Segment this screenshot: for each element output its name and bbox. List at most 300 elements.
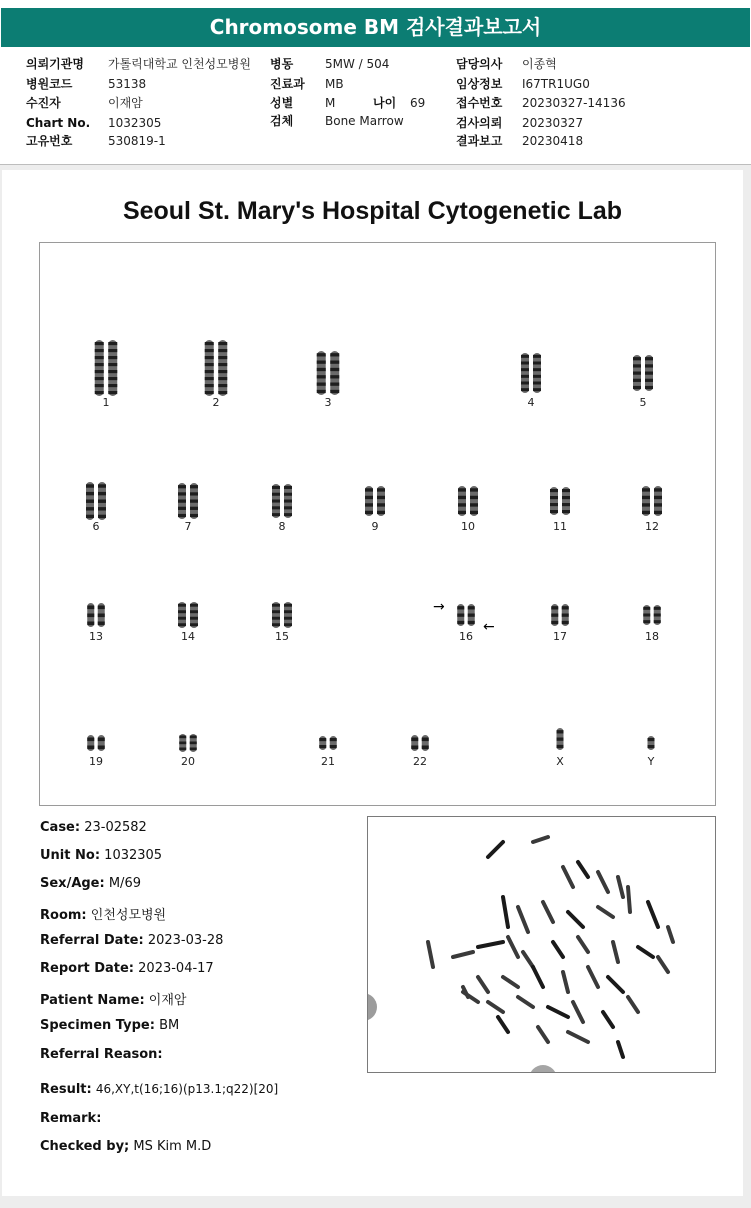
band <box>468 614 475 617</box>
band <box>205 349 214 352</box>
band <box>648 745 655 748</box>
spread-chromosome <box>668 927 673 942</box>
chromosome-label-15: 15 <box>275 630 289 643</box>
spread-chromosome <box>478 977 488 992</box>
band <box>654 488 662 491</box>
spread-chromosome <box>538 1027 548 1042</box>
band <box>98 614 105 618</box>
room-label: Room: <box>40 908 87 923</box>
spread-chromosome <box>628 887 630 912</box>
band <box>87 738 94 742</box>
info-label-result-report: 결과보고 <box>456 134 503 148</box>
band <box>98 746 105 750</box>
info-label-age: 나이 <box>373 96 397 110</box>
band <box>108 377 117 380</box>
chromosome-pair-16 <box>457 604 475 626</box>
band <box>86 484 94 487</box>
band <box>218 370 227 373</box>
band <box>272 513 280 516</box>
info-value-ward: 5MW / 504 <box>325 57 390 71</box>
band <box>550 503 558 506</box>
band <box>521 355 529 358</box>
band <box>550 496 558 499</box>
band <box>319 745 326 748</box>
band <box>178 500 186 503</box>
specimen-type-value: BM <box>159 1018 180 1033</box>
sexage-value: M/69 <box>108 876 141 891</box>
remark-label: Remark: <box>40 1111 102 1126</box>
chromosome-pair-13 <box>87 603 105 627</box>
band <box>272 500 280 503</box>
band <box>317 368 326 371</box>
band <box>190 485 198 488</box>
chromosome-label-9: 9 <box>371 520 379 533</box>
spread-chromosome <box>618 1042 623 1057</box>
chromosome-label-11: 11 <box>553 520 567 533</box>
band <box>205 363 214 366</box>
band <box>179 748 186 751</box>
band <box>317 361 326 364</box>
spread-chromosome <box>613 942 618 962</box>
info-label-department: 진료과 <box>270 77 305 91</box>
band <box>205 377 214 380</box>
band <box>562 510 570 513</box>
band <box>190 610 198 613</box>
spread-chromosome <box>503 977 518 987</box>
band <box>533 368 541 371</box>
chromosome-label-4: 4 <box>527 396 535 409</box>
spread-chromosome <box>478 942 503 947</box>
chromosome-label-19: 19 <box>89 755 103 768</box>
checked-by-row <box>40 1139 211 1154</box>
spread-chromosome <box>568 1032 588 1042</box>
spread-chromosome <box>608 977 623 992</box>
info-value-result-report: 20230418 <box>522 134 584 148</box>
band <box>654 607 661 610</box>
band <box>654 620 661 623</box>
chromosome-label-7: 7 <box>184 520 192 533</box>
band <box>654 511 662 514</box>
band <box>98 500 106 503</box>
spread-chromosome <box>563 972 568 992</box>
case-row <box>40 820 147 835</box>
band <box>468 606 475 609</box>
chromosome-label-6: 6 <box>92 520 100 533</box>
band <box>521 388 529 391</box>
band <box>98 515 106 518</box>
band <box>645 386 653 389</box>
band <box>87 614 94 618</box>
chromosome-label-1: 1 <box>102 396 110 409</box>
referral-reason-row <box>40 1047 163 1062</box>
band <box>218 356 227 359</box>
band <box>457 606 464 609</box>
spread-chromosome <box>598 872 608 892</box>
band <box>218 391 227 394</box>
spread-chromosome <box>568 912 583 927</box>
band <box>521 382 529 385</box>
info-value-unique-no: 530819-1 <box>108 134 166 148</box>
unit-row <box>40 848 162 863</box>
spread-chromosome <box>578 937 588 952</box>
band <box>284 617 292 620</box>
spread-chromosome <box>488 1002 503 1012</box>
chromosome-pair-4 <box>521 353 541 393</box>
report-date-value: 2023-04-17 <box>138 961 214 976</box>
band <box>654 496 662 499</box>
chromosome-pair-X <box>557 728 564 750</box>
band <box>557 730 564 733</box>
band <box>178 623 186 626</box>
remark-row <box>40 1111 101 1126</box>
chromosome-label-17: 17 <box>553 630 567 643</box>
band <box>98 507 106 510</box>
sexage-row <box>40 876 141 891</box>
info-value-hospital-code: 53138 <box>108 77 147 91</box>
band <box>178 610 186 613</box>
referral-date-value: 2023-03-28 <box>147 933 224 948</box>
report-date-row <box>40 961 214 976</box>
sexage-label: Sex/Age: <box>40 876 105 891</box>
chromosome-pair-21 <box>319 736 337 750</box>
band <box>95 384 104 387</box>
spread-chromosome <box>498 1017 508 1032</box>
chromosome-3-2 <box>330 351 339 395</box>
band <box>550 489 558 492</box>
chromosome-pair-17 <box>551 604 569 626</box>
room-value: 인천성모병원 <box>90 908 167 923</box>
info-value-specimen: Bone Marrow <box>325 114 404 128</box>
band <box>284 604 292 607</box>
band <box>86 515 94 518</box>
band <box>645 372 653 375</box>
band <box>365 496 373 499</box>
band <box>551 614 558 617</box>
spread-chromosome <box>508 937 518 957</box>
band <box>218 349 227 352</box>
band <box>190 617 198 620</box>
referral-date-row <box>40 933 223 948</box>
chromosome-pair-11 <box>550 487 570 515</box>
lab-title: Seoul St. Mary's Hospital Cytogenetic Lab <box>122 197 623 225</box>
band <box>95 349 104 352</box>
band <box>218 377 227 380</box>
spread-chromosome <box>523 952 533 967</box>
chromosome-label-20: 20 <box>181 755 195 768</box>
chromosome-pair-22 <box>411 735 429 751</box>
band <box>98 622 105 626</box>
info-label-institution: 의뢰기관명 <box>26 57 84 71</box>
band <box>330 361 339 364</box>
spread-chromosome <box>648 902 658 927</box>
band <box>87 622 94 626</box>
info-value-chart-no: 1032305 <box>108 116 162 130</box>
band <box>272 623 280 626</box>
band <box>218 342 227 345</box>
band <box>521 362 529 365</box>
info-label-specimen: 검체 <box>270 114 294 128</box>
band <box>179 742 186 745</box>
band <box>272 506 280 509</box>
chromosome-pair-10 <box>458 486 478 516</box>
band <box>642 503 650 506</box>
info-label-ward: 병동 <box>270 57 294 71</box>
bottom-strip <box>0 1196 751 1208</box>
info-label-sex: 성별 <box>270 96 294 110</box>
spread-chromosome <box>658 957 668 972</box>
chromosome-pair-12 <box>642 486 662 516</box>
band <box>633 372 641 375</box>
band <box>95 356 104 359</box>
info-value-sex: M <box>325 96 336 110</box>
chromosome-label-12: 12 <box>645 520 659 533</box>
band <box>633 379 641 382</box>
info-value-department: MB <box>325 77 344 91</box>
result-label: Result: <box>40 1082 92 1097</box>
report-date-label: Report Date: <box>40 961 135 976</box>
band <box>377 496 385 499</box>
info-value-test-request: 20230327 <box>522 116 584 130</box>
band <box>272 493 280 496</box>
band <box>365 488 373 491</box>
chromosome-pair-8 <box>272 484 292 518</box>
patient-info-panel <box>0 50 751 165</box>
chromosome-1-2 <box>108 340 117 396</box>
band <box>557 738 564 741</box>
band <box>521 375 529 378</box>
band <box>533 355 541 358</box>
spread-chromosome <box>463 992 478 1002</box>
spread-chromosome <box>618 877 623 897</box>
chromosome-label-22: 22 <box>413 755 427 768</box>
chromosome-pair-18 <box>643 605 661 625</box>
info-value-clinical-info: I67TR1UG0 <box>522 77 590 91</box>
spread-chromosome <box>543 902 553 922</box>
band <box>557 745 564 748</box>
chromosome-pair-1 <box>95 340 118 396</box>
band <box>98 492 106 495</box>
spread-chromosome <box>503 897 508 927</box>
spread-chromosome <box>553 942 563 957</box>
unit-label: Unit No: <box>40 848 101 863</box>
spread-chromosome <box>548 1007 568 1017</box>
spread-nucleus <box>529 1065 557 1072</box>
chromosome-label-2: 2 <box>212 396 220 409</box>
patient-name-row <box>40 989 186 1008</box>
band <box>190 742 197 745</box>
arrow-right-icon: → <box>433 599 445 615</box>
band <box>377 488 385 491</box>
band <box>533 362 541 365</box>
spread-chromosome <box>588 967 598 987</box>
chromosome-pair-14 <box>178 602 198 628</box>
band <box>457 621 464 624</box>
spread-chromosome <box>578 862 588 877</box>
chromosome-label-16: 16 <box>459 630 473 643</box>
spread-chromosome <box>603 1012 613 1027</box>
chromosome-label-5: 5 <box>639 396 647 409</box>
band <box>87 746 94 750</box>
chromosome-label-Y: Y <box>647 755 655 768</box>
band <box>284 493 292 496</box>
chromosome-pair-20 <box>179 734 197 752</box>
band <box>284 623 292 626</box>
spread-chromosome <box>518 907 528 932</box>
case-label: Case: <box>40 820 81 835</box>
band <box>633 357 641 360</box>
band <box>468 621 475 624</box>
band <box>284 500 292 503</box>
band <box>470 488 478 491</box>
band <box>643 607 650 610</box>
band <box>645 379 653 382</box>
band <box>218 363 227 366</box>
band <box>272 604 280 607</box>
chromosome-label-21: 21 <box>321 755 335 768</box>
band <box>317 375 326 378</box>
metaphase-spread-drawing <box>368 817 715 1072</box>
band <box>95 377 104 380</box>
band <box>458 488 466 491</box>
band <box>458 496 466 499</box>
band <box>643 614 650 617</box>
band <box>642 496 650 499</box>
band <box>178 514 186 517</box>
band <box>562 606 569 609</box>
band <box>533 388 541 391</box>
spread-chromosome <box>533 967 543 987</box>
band <box>642 488 650 491</box>
info-label-hospital-code: 병원코드 <box>26 77 73 91</box>
band <box>272 617 280 620</box>
chromosome-pair-5 <box>633 355 653 391</box>
chromosome-pair-6 <box>86 482 106 520</box>
band <box>377 503 385 506</box>
band <box>108 384 117 387</box>
chromosome-label-8: 8 <box>278 520 286 533</box>
band <box>422 746 429 750</box>
band <box>190 623 198 626</box>
band <box>86 500 94 503</box>
band <box>284 610 292 613</box>
band <box>411 746 418 750</box>
band <box>190 514 198 517</box>
band <box>550 510 558 513</box>
band <box>218 384 227 387</box>
band <box>633 364 641 367</box>
band <box>319 738 326 741</box>
spread-chromosome <box>573 1002 583 1022</box>
band <box>86 507 94 510</box>
chromosome-label-14: 14 <box>181 630 195 643</box>
band <box>562 503 570 506</box>
band <box>190 492 198 495</box>
band <box>87 606 94 610</box>
spread-chromosome <box>533 837 548 842</box>
chromosome-label-3: 3 <box>324 396 332 409</box>
patient-name-label: Patient Name: <box>40 993 145 1008</box>
info-label-test-request: 검사의뢰 <box>456 116 503 130</box>
band <box>284 486 292 489</box>
spread-chromosome <box>518 997 533 1007</box>
band <box>330 368 339 371</box>
band <box>98 738 105 742</box>
spread-chromosome <box>488 842 503 857</box>
band <box>190 604 198 607</box>
chromosome-4-1 <box>521 353 529 393</box>
chromosome-4-2 <box>533 353 541 393</box>
chromosome-pair-7 <box>178 483 198 519</box>
band <box>643 620 650 623</box>
band <box>648 738 655 741</box>
band <box>272 486 280 489</box>
band <box>108 363 117 366</box>
band <box>95 370 104 373</box>
band <box>108 370 117 373</box>
band <box>284 513 292 516</box>
band <box>422 738 429 742</box>
info-label-receipt-no: 접수번호 <box>456 96 503 110</box>
room-row <box>40 904 166 923</box>
chromosome-label-10: 10 <box>461 520 475 533</box>
band <box>108 342 117 345</box>
band <box>330 353 339 356</box>
header-bar <box>0 0 751 50</box>
band <box>330 383 339 386</box>
band <box>272 610 280 613</box>
band <box>205 370 214 373</box>
band <box>470 496 478 499</box>
band <box>377 511 385 514</box>
result-row <box>40 1082 278 1097</box>
chromosome-pair-3 <box>317 351 340 395</box>
chromosome-2-1 <box>205 340 214 396</box>
referral-date-label: Referral Date: <box>40 933 144 948</box>
band <box>108 356 117 359</box>
band <box>458 503 466 506</box>
band <box>330 738 337 741</box>
band <box>521 368 529 371</box>
chromosome-pair-Y <box>648 736 655 750</box>
result-value: 46,XY,t(16;16)(p13.1;q22)[20] <box>95 1082 279 1096</box>
band <box>654 503 662 506</box>
band <box>190 748 197 751</box>
band <box>365 503 373 506</box>
chromosome-1-1 <box>95 340 104 396</box>
band <box>179 736 186 739</box>
chromosome-2-2 <box>218 340 227 396</box>
info-label-doctor: 담당의사 <box>456 57 503 71</box>
band <box>178 617 186 620</box>
band <box>411 738 418 742</box>
chromosome-label-18: 18 <box>645 630 659 643</box>
info-label-unique-no: 고유번호 <box>26 134 73 148</box>
band <box>654 614 661 617</box>
band <box>457 614 464 617</box>
info-label-chart-no: Chart No. <box>26 116 91 130</box>
band <box>642 511 650 514</box>
spread-chromosome <box>453 952 473 957</box>
band <box>562 614 569 617</box>
band <box>190 507 198 510</box>
band <box>98 606 105 610</box>
spread-nucleus <box>368 993 377 1021</box>
chromosome-pair-2 <box>205 340 228 396</box>
chromosome-pair-15 <box>272 602 292 628</box>
band <box>178 492 186 495</box>
band <box>551 621 558 624</box>
checked-by-label: Checked by; <box>40 1139 130 1154</box>
